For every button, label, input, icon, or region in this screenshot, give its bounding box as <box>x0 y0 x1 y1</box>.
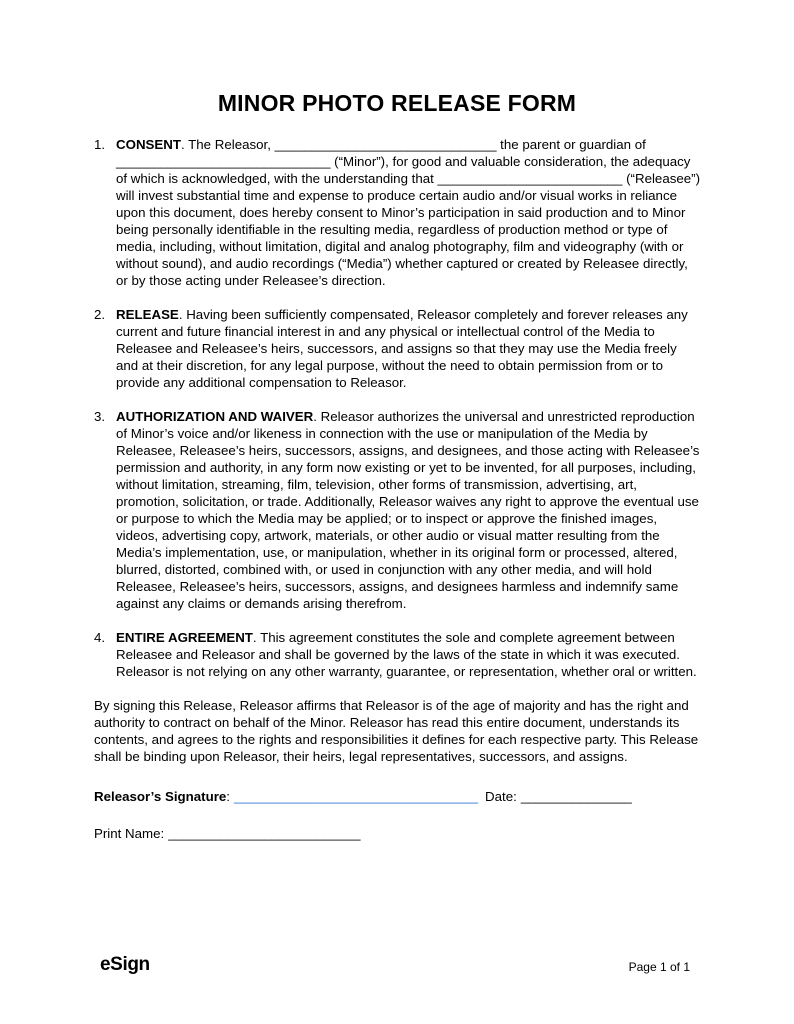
print-name-field-line: __________________________ <box>168 826 361 841</box>
section-number: 1. <box>94 137 106 152</box>
print-name-label: Print Name: <box>94 826 165 841</box>
page-title: MINOR PHOTO RELEASE FORM <box>217 90 577 116</box>
section-heading: RELEASE <box>116 307 179 322</box>
closing-paragraph: By signing this Release, Releasor affirms that Releasor is of the age of majority and has the right and authority to contract on behalf of the Minor. Releasor has read this entire document, understands its contents, and agrees to the rights and responsibilities it defines for each respective party. This Release shall be binding upon Releasor, their heirs, legal representatives, successors, and assigns. <box>94 698 699 764</box>
signature-label: Releasor’s Signature <box>94 789 227 804</box>
signature-colon: : <box>226 789 230 804</box>
section-entire-agreement <box>94 629 700 680</box>
signature-field-line[interactable]: _________________________________ <box>233 789 479 804</box>
section-heading: ENTIRE AGREEMENT <box>116 630 253 645</box>
section-text <box>116 136 700 289</box>
page-indicator: Page 1 of 1 <box>628 960 690 974</box>
section-body: . Having been sufficiently compensated, Releasor completely and forever releases any current and future financial interest in and any physical or intellectual control of the Media to Releasee and Releasee’s heirs, successors, and assigns so that they may use the Media freely and at their discretion, for any legal purpose, without the need to obtain permission from or to provide any additional compensation to Releasor. <box>116 307 688 390</box>
section-text <box>116 408 700 612</box>
section-body: . The Releasor, ______________________________ the parent or guardian of _____________________________ (“Minor”), for good and valuable consideration, the adequacy of which is acknowledged, with the understanding that _________________________ (“Releasee”) will invest substantial time and expense to produce certain audio and/or visual works in reliance upon this document, does hereby consent to Minor’s participation in said production and to Minor being personally identifiable in the resulting media, regardless of production method or type of media, including, without limitation, digital and analog photography, film and videography (with or without sound), and audio recordings (“Media”) whether captured or created by Releasee directly, or by those acting under Releasee’s direction. <box>116 137 701 288</box>
section-authorization-and-waiver <box>94 408 700 612</box>
date-field-line: _______________ <box>520 789 632 804</box>
print-name-row <box>94 825 700 843</box>
section-release <box>94 306 700 391</box>
section-heading: AUTHORIZATION AND WAIVER <box>116 409 314 424</box>
page-footer <box>100 954 690 976</box>
section-body: . This agreement constitutes the sole and complete agreement between Releasee and Releasor and shall be governed by the laws of the state in which it was executed. Releasor is not relying on any other warranty, guarantee, or representation, whether oral or written. <box>116 630 697 679</box>
section-text <box>116 629 700 680</box>
section-text <box>116 306 700 391</box>
signature-row <box>94 788 700 806</box>
section-number: 2. <box>94 307 106 322</box>
esign-logo: eSign <box>100 954 150 975</box>
section-number: 4. <box>94 630 106 645</box>
section-body: . Releasor authorizes the universal and unrestricted reproduction of Minor’s voice and/or likeness in connection with the use or manipulation of the Media by Releasee, Releasee’s heirs, successors, assigns, and designees, and those acting with Releasee’s permission and authority, in any form now existing or yet to be invented, for all purposes, including, without limitation, streaming, film, television, other forms of transmission, advertising, art, promotion, solicitation, or trade. Additionally, Releasor waives any right to approve the eventual use or purpose to which the Media may be applied; or to inspect or approve the finished images, videos, advertising copy, artwork, materials, or other audio or visual matter resulting from the Media’s implementation, use, or manipulation, whether in its original form or processed, altered, blurred, distorted, combined with, or used in conjunction with any other media, and will hold Releasee, Releasee’s heirs, successors, assigns, and designees harmless and indemnify same against any claims or demands arising therefrom. <box>116 409 700 611</box>
section-heading: CONSENT <box>116 137 182 152</box>
section-consent <box>94 136 700 289</box>
section-number: 3. <box>94 409 106 424</box>
date-label: Date: <box>485 789 517 804</box>
